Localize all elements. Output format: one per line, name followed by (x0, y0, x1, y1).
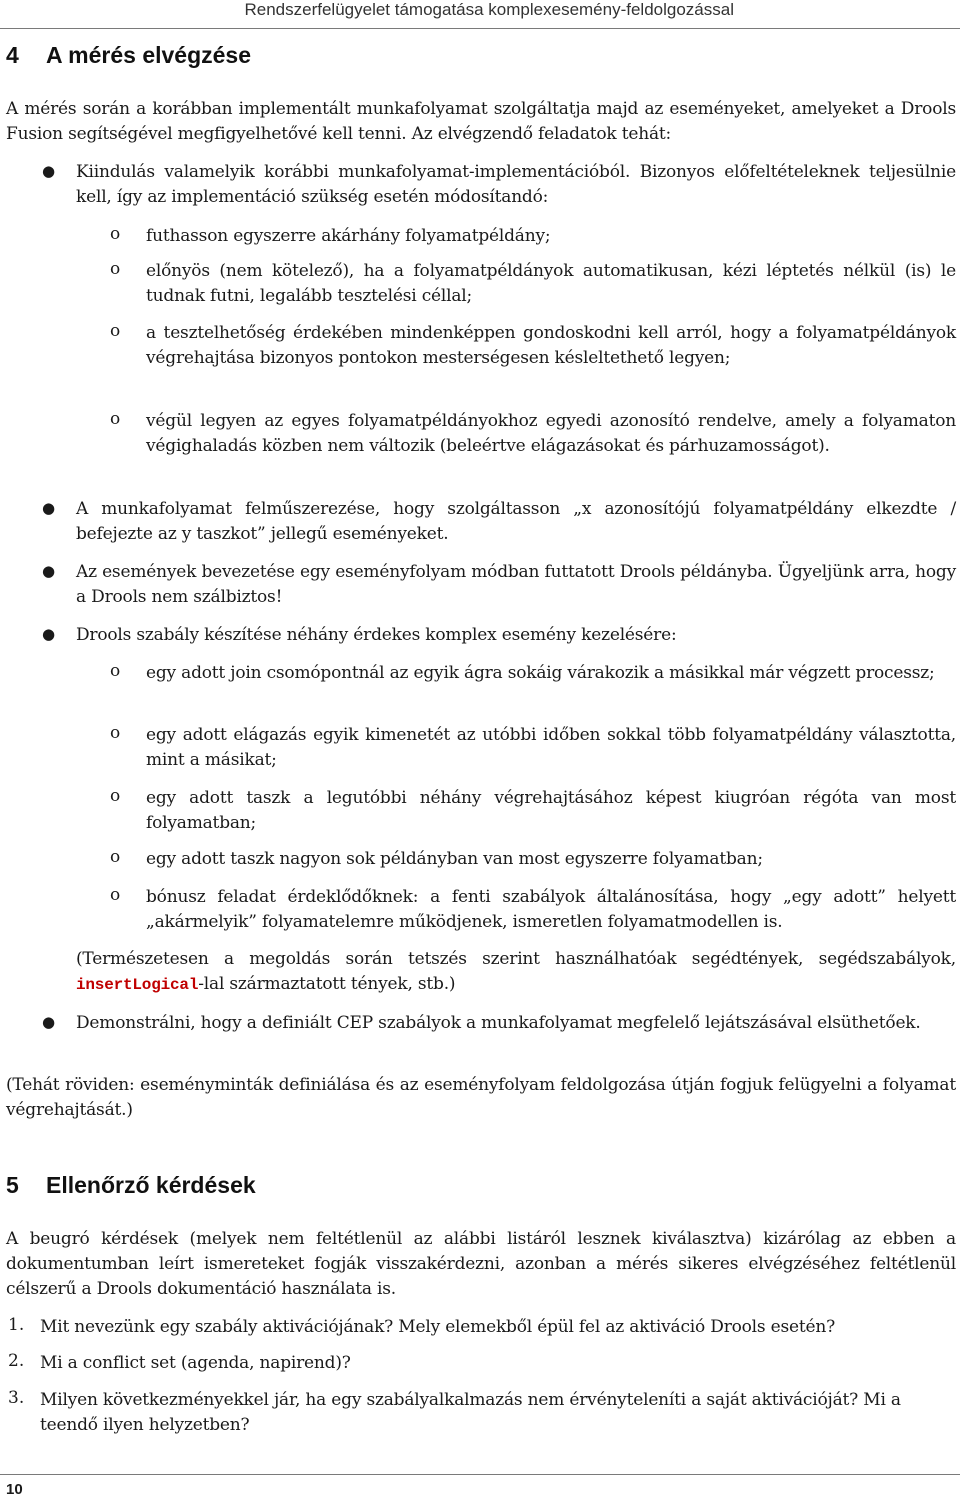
section-4-heading (6, 42, 251, 69)
circle-bullet-icon: o (110, 723, 121, 743)
bullet-icon: ● (42, 1013, 56, 1031)
question-number: 1. (8, 1315, 25, 1335)
section-4-number: 4 (6, 42, 19, 68)
bullet-4-subitem: egy adott join csomópontnál az egyik ágra sokáig várakozik a másikkal már végzett processz; (146, 663, 935, 683)
question-text: Mi a conflict set (agenda, napirend)? (40, 1353, 351, 1373)
section-5-number: 5 (6, 1172, 19, 1198)
code-insertlogical: insertLogical (76, 976, 199, 994)
bullet-4-text: Drools szabály készítése néhány érdekes komplex esemény kezelésére: (76, 625, 677, 645)
question-text: Milyen következményekkel jár, ha egy szabályalkalmazás nem érvényteleníti a saját aktivációját? Mi a teendő ilyen helyzetben? (40, 1390, 901, 1435)
bullet-4-subitem: bónusz feladat érdeklődőknek: a fenti szabályok általánosítása, hogy „egy adott” helyett „akármelyik” folyamatelemre működjenek, ismeretlen folyamatmodellen is. (146, 887, 956, 932)
bullet-1-subitem: előnyös (nem kötelező), ha a folyamatpéldányok automatikusan, kézi léptetés nélkül (is) le tudnak futni, legalább tesztelési céllal; (146, 261, 956, 306)
section-4-title: A mérés elvégzése (46, 42, 252, 68)
bullet-1-text: Kiindulás valamelyik korábbi munkafolyamat-implementációból. Bizonyos előfeltételeknek teljesülnie kell, így az implementáció szükség esetén módosítandó: (76, 162, 956, 207)
bullet-4-subitem: egy adott elágazás egyik kimenetét az utóbbi időben sokkal több folyamatpéldány választotta, mint a másikat; (146, 725, 956, 770)
bullet-4-note (76, 947, 956, 998)
running-header: Rendszerfelügyelet támogatása komplexesemény-feldolgozással (244, 0, 734, 19)
bullet-icon: ● (42, 162, 56, 180)
note-text: (Természetesen a megoldás során tetszés szerint használhatóak segédtények, segédszabályok, (76, 949, 956, 969)
header-rule (0, 28, 960, 29)
bullet-icon: ● (42, 562, 56, 580)
question-number: 2. (8, 1351, 25, 1371)
circle-bullet-icon: o (110, 885, 121, 905)
question-text: Mit nevezünk egy szabály aktivációjának? Mely elemekből épül fel az aktiváció Drools esetén? (40, 1317, 836, 1337)
circle-bullet-icon: o (110, 224, 121, 244)
circle-bullet-icon: o (110, 661, 121, 681)
bullet-4-subitem: egy adott taszk nagyon sok példányban van most egyszerre folyamatban; (146, 849, 763, 869)
circle-bullet-icon: o (110, 321, 121, 341)
bullet-1-subitem: végül legyen az egyes folyamatpéldányokhoz egyedi azonosító rendelve, amely a folyamaton végighaladás közben nem változik (beleértve elágazásokat és párhuzamosságot). (146, 411, 956, 456)
bullet-icon: ● (42, 499, 56, 517)
circle-bullet-icon: o (110, 409, 121, 429)
note-text: -lal származtatott tények, stb.) (198, 974, 456, 994)
bullet-2-text: A munkafolyamat felműszerezése, hogy szolgáltasson „x azonosítójú folyamatpéldány elkezdte / befejezte az y taszkot” jellegű eseményeket. (76, 499, 956, 544)
section-4-intro: A mérés során a korábban implementált munkafolyamat szolgáltatja majd az eseményeket, amelyeket a Drools Fusion segítségével megfigyelhetővé kell tenni. Az elvégzendő feladatok tehát: (6, 99, 956, 144)
bullet-1-subitem: futhasson egyszerre akárhány folyamatpéldány; (146, 226, 551, 246)
section-5-heading (6, 1172, 256, 1199)
bullet-icon: ● (42, 625, 56, 643)
circle-bullet-icon: o (110, 847, 121, 867)
section-5-intro: A beugró kérdések (melyek nem feltétlenül az alábbi listáról lesznek kiválasztva) kizárólag az ebben a dokumentumban leírt ismereteket fogják visszakérdezni, azonban a mérés sikeres elvégzéséhez feltétlenül célszerű a Drools dokumentáció használata is. (6, 1229, 956, 1299)
circle-bullet-icon: o (110, 786, 121, 806)
section-5-title: Ellenőrző kérdések (46, 1172, 256, 1198)
question-number: 3. (8, 1388, 25, 1408)
page-number: 10 (6, 1481, 23, 1498)
circle-bullet-icon: o (110, 259, 121, 279)
footer-rule (0, 1474, 960, 1475)
bullet-5-text: Demonstrálni, hogy a definiált CEP szabályok a munkafolyamat megfelelő lejátszásával elsüthetőek. (76, 1013, 921, 1033)
bullet-3-text: Az események bevezetése egy eseményfolyam módban futtatott Drools példányba. Ügyeljünk arra, hogy a Drools nem szálbiztos! (76, 562, 956, 607)
bullet-1-subitem: a tesztelhetőség érdekében mindenképpen gondoskodni kell arról, hogy a folyamatpéldányok végrehajtása bizonyos pontokon mesterségesen késleltethető legyen; (146, 323, 956, 368)
section-4-summary: (Tehát röviden: eseményminták definiálása és az eseményfolyam feldolgozása útján fogjuk felügyelni a folyamat végrehajtását.) (6, 1075, 956, 1120)
bullet-4-subitem: egy adott taszk a legutóbbi néhány végrehajtásához képest kiugróan régóta van most folyamatban; (146, 788, 956, 833)
